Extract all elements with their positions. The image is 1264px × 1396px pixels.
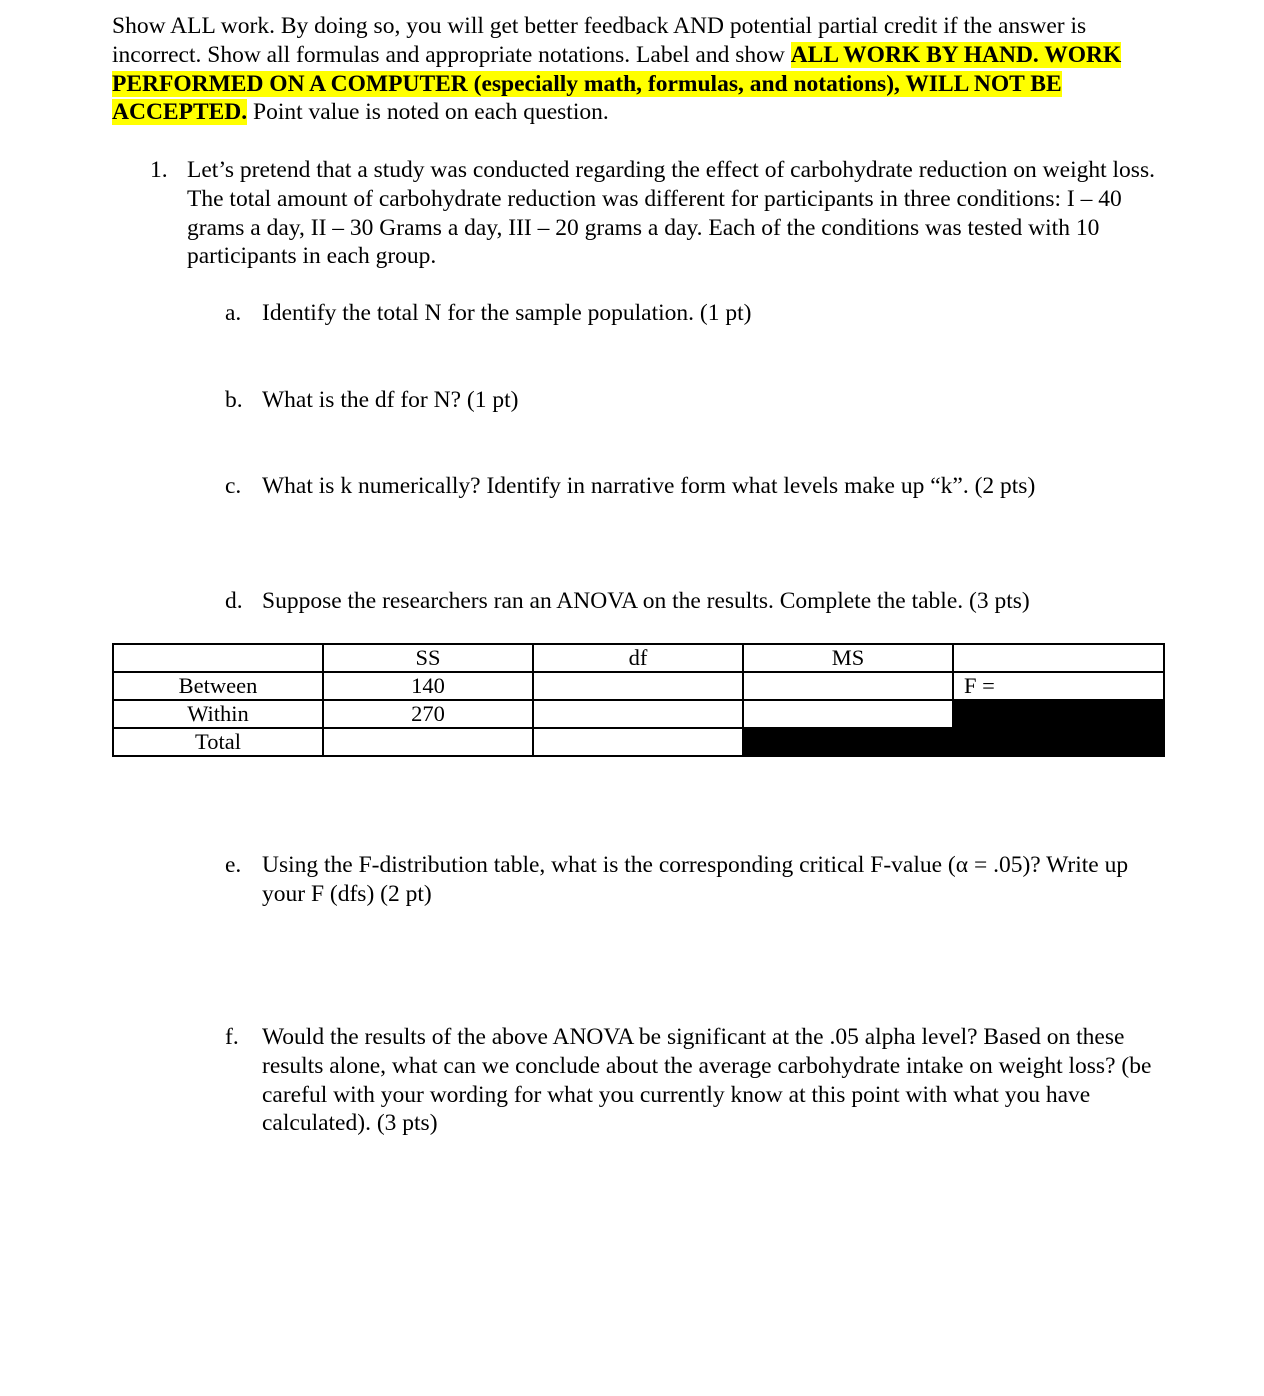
blacked-out-cell: [953, 728, 1164, 756]
header-cell-ms: MS: [743, 644, 953, 672]
sub-question-text: Suppose the researchers ran an ANOVA on the results. Complete the table. (3 pts): [262, 588, 1030, 614]
cell-df-between[interactable]: [533, 672, 743, 700]
anova-row-total: [113, 728, 1164, 756]
instructions-highlight-hand: ALL WORK BY HAND.: [790, 41, 1039, 68]
instructions-paragraph: [112, 12, 1172, 127]
anova-row-within: [113, 700, 1164, 728]
sub-question-letter: b.: [225, 387, 243, 413]
instructions-text: Show ALL work. By doing so, you will get better feedback AND potential partial credit if the answer is incorrect. Show all formulas and appropriate notations. Label and show: [112, 13, 1087, 68]
instructions-point-value: Point value is noted on each question.: [247, 99, 609, 126]
sub-question-text: What is the df for N? (1 pt): [262, 387, 519, 413]
cell-df-within[interactable]: [533, 700, 743, 728]
header-cell-empty: [113, 644, 323, 672]
cell-ss-within: 270: [323, 700, 533, 728]
sub-question-text: Would the results of the above ANOVA be significant at the .05 alpha level? Based on these results alone, what can we conclude about the average carbohydrate intake on weight loss? (be careful with your wording for what you currently know at this point with what you have calculated). (3 pts): [262, 1024, 1152, 1137]
row-label-between: Between: [113, 672, 323, 700]
header-cell-df: df: [533, 644, 743, 672]
question-1: [150, 156, 1165, 271]
sub-question-letter: a.: [225, 300, 242, 326]
question-1-text: Let’s pretend that a study was conducted regarding the effect of carbohydrate reduction on weight loss. The total amount of carbohydrate reduction was different for participants in three conditions: I – 40 grams a day, II – 30 Grams a day, III – 20 grams a day. Each of the conditions was tested with 10 participants in each group.: [187, 157, 1155, 270]
row-label-total: Total: [113, 728, 323, 756]
cell-ss-between: 140: [323, 672, 533, 700]
sub-question-a: [225, 299, 1165, 328]
cell-ss-total[interactable]: [323, 728, 533, 756]
sub-question-text: Using the F-distribution table, what is the corresponding critical F-value (α = .05)? Write up your F (dfs) (2 pt): [262, 852, 1129, 907]
sub-question-c: [225, 472, 1165, 501]
header-cell-ss: SS: [323, 644, 533, 672]
cell-ms-within[interactable]: [743, 700, 953, 728]
cell-ms-between[interactable]: [743, 672, 953, 700]
sub-question-d: [225, 587, 1165, 616]
sub-question-text: Identify the total N for the sample population. (1 pt): [262, 300, 752, 326]
question-1-number: 1.: [150, 157, 168, 183]
sub-question-text: What is k numerically? Identify in narrative form what levels make up “k”. (2 pts): [262, 473, 1036, 499]
cell-f-value[interactable]: F =: [953, 672, 1164, 700]
sub-question-b: [225, 386, 1165, 415]
cell-df-total[interactable]: [533, 728, 743, 756]
sub-question-e: [225, 851, 1165, 909]
anova-table: [112, 643, 1165, 757]
anova-row-between: [113, 672, 1164, 700]
anova-header-row: [113, 644, 1164, 672]
sub-question-letter: e.: [225, 852, 242, 878]
sub-question-letter: d.: [225, 588, 243, 614]
header-cell-f: [953, 644, 1164, 672]
blacked-out-cell: [743, 728, 953, 756]
sub-question-letter: c.: [225, 473, 242, 499]
instructions-highlight-computer: WORK PERFORMED ON A COMPUTER (especially math, formulas, and notations), WILL NOT BE ACCEPTED.: [112, 41, 1122, 126]
blacked-out-cell: [953, 700, 1164, 728]
sub-question-letter: f.: [225, 1024, 239, 1050]
sub-question-f: [225, 1023, 1165, 1138]
row-label-within: Within: [113, 700, 323, 728]
